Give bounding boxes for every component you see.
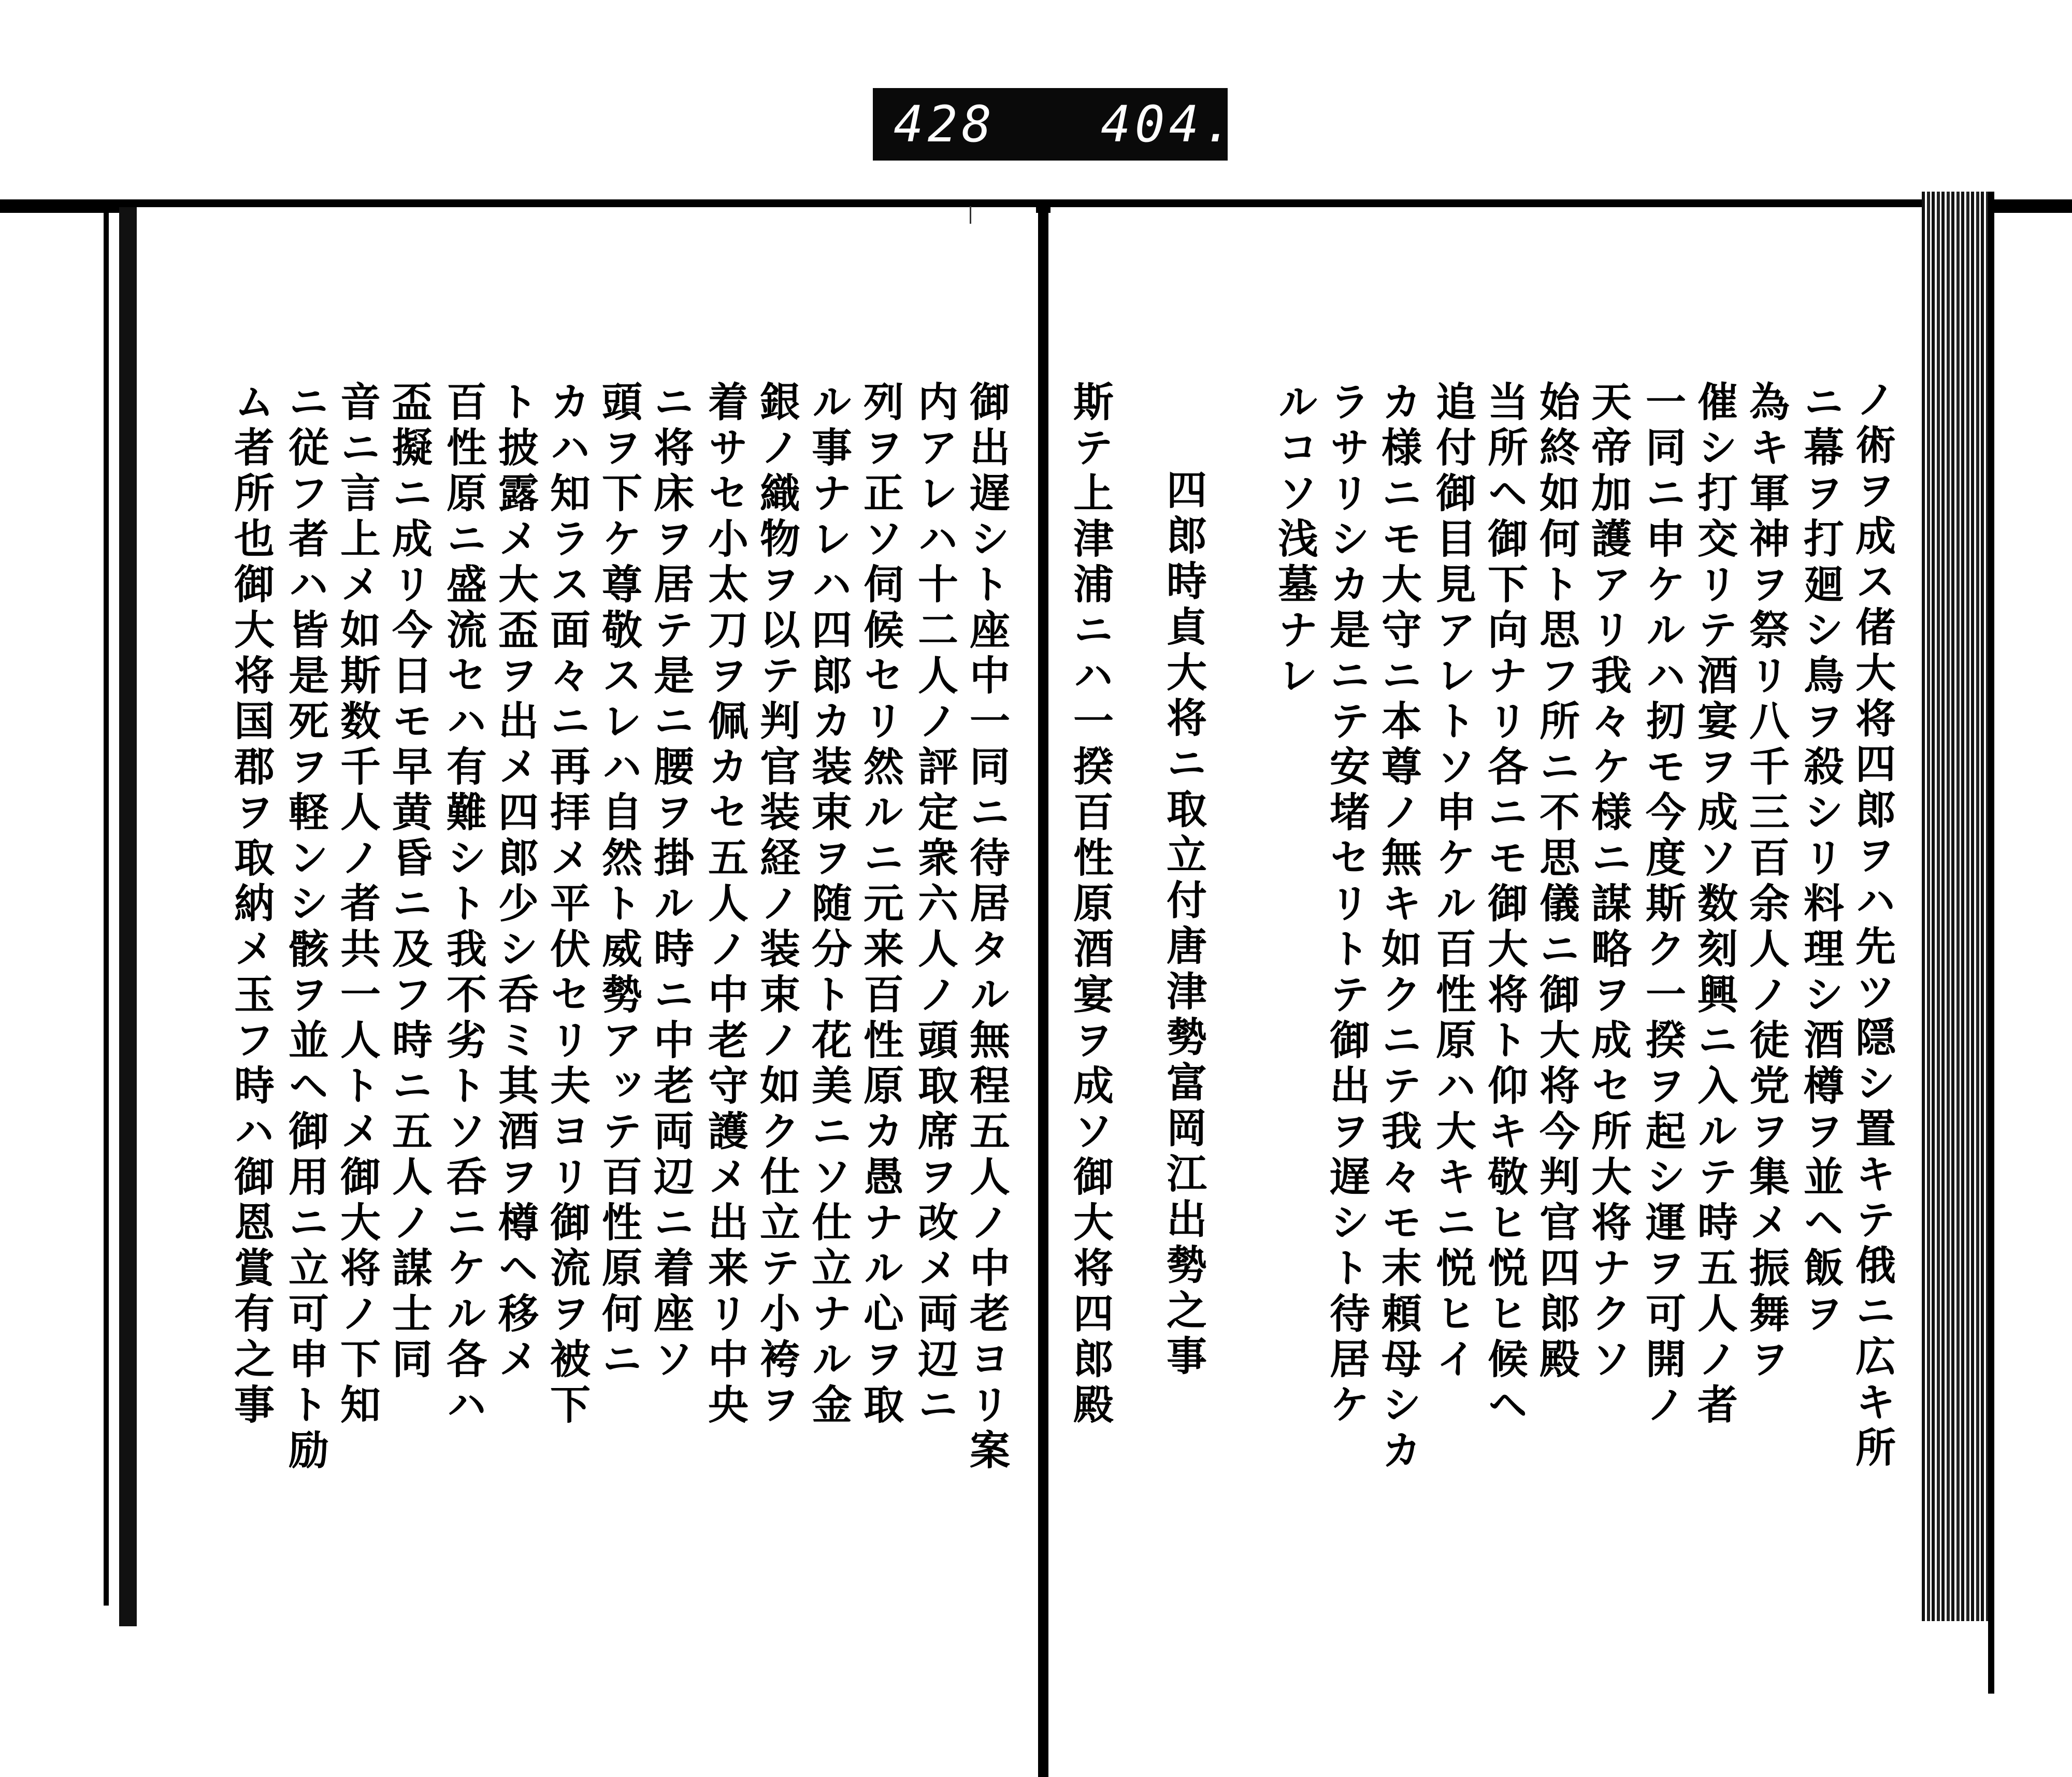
right-text-column: カ様ニモ大守ニ本尊ノ無キ如クニテ我々モ末頼母シカ	[1375, 381, 1422, 1475]
right-text-column: ルコソ浅墓ナレ	[1271, 381, 1318, 700]
left-text-column: 盃擬ニ成リ今日モ早黄昏ニ及フ時ニ五人ノ謀士同	[385, 381, 433, 1383]
right-text-column: 為キ軍神ヲ祭リ八千三百余人ノ徒党ヲ集メ振舞ヲ	[1743, 381, 1790, 1383]
left-text-column: 音ニ言上メ如斯数千人ノ者共一人トメ御大将ノ下知	[334, 381, 381, 1429]
book-spine	[1038, 199, 1048, 1777]
left-text-column: 銀ノ織物ヲ以テ判官装経ノ装束ノ如ク仕立テ小袴ヲ	[753, 381, 800, 1429]
book-right-edge	[1988, 192, 1994, 1694]
page-mark	[970, 206, 971, 224]
left-text-column: 列ヲ正ソ伺候セリ然ルニ元来百性原カ愚ナル心ヲ取	[857, 381, 904, 1429]
right-text-column: ラサリシカ是ニテ安堵セリトテ御出ヲ遅シト待居ケ	[1323, 381, 1370, 1429]
right-text-column: 天帝加護アリ我々ケ様ニ謀略ヲ成セ所大将ナクソ	[1585, 381, 1632, 1383]
left-text-column: ム者所也御大将国郡ヲ取納メ玉フ時ハ御恩賞有之事	[227, 381, 275, 1429]
right-text-column: 斯テ上津浦ニハ一揆百性原酒宴ヲ成ソ御大将四郎殿	[1067, 381, 1114, 1429]
left-text-column: 御出遅シト座中一同ニ待居タル無程五人ノ中老ヨリ案	[963, 381, 1010, 1475]
right-text-column: 催シ打交リテ酒宴ヲ成ソ数刻興ニ入ルテ時五人ノ者	[1691, 381, 1738, 1429]
right-text-column: 当所ヘ御下向ナリ各ニモ御大将ト仰キ敬ヒ悦ヒ候ヘ	[1481, 381, 1528, 1429]
left-text-column: ニ将床ヲ居テ是ニ腰ヲ掛ル時ニ中老両辺ニ着座ソ	[647, 381, 694, 1383]
chapter-heading: 四郎時貞大将ニ取立付唐津勢富岡江出勢之事	[1160, 469, 1207, 1380]
left-text-column: ト披露メ大盃ヲ出メ四郎少シ呑ミ其酒ヲ樽ヘ移メ	[492, 381, 539, 1383]
left-text-column: カハ知ラス面々ニ再拝メ平伏セリ夫ヨリ御流ヲ被下	[543, 381, 591, 1429]
right-text-column: 追付御目見アレトソ申ケル百性原ハ大キニ悦ヒイ	[1429, 381, 1476, 1383]
left-text-column: 内アレハ十二人ノ評定衆六人ノ頭取席ヲ改メ両辺ニ	[911, 381, 958, 1429]
left-text-column: 頭ヲ下ケ尊敬スレハ自然ト威勢アッテ百性原何ニ	[595, 381, 642, 1383]
frame-counter	[873, 88, 1238, 161]
page-stack-edge	[1922, 192, 1992, 1621]
book-left-edge	[104, 207, 109, 1606]
counter-left: 428	[894, 95, 996, 153]
left-text-column: ニ従フ者ハ皆是死ヲ軽ンシ骸ヲ並ヘ御用ニ立可申ト励	[282, 381, 329, 1475]
left-text-column: ル事ナレハ四郎カ装束ヲ随分ト花美ニソ仕立ナル金	[805, 381, 852, 1429]
right-text-column: ニ幕ヲ打廻シ鳥ヲ殺シリ料理シ酒樽ヲ並ヘ飯ヲ	[1797, 381, 1844, 1338]
left-text-column: 着サセ小太刀ヲ佩カセ五人ノ中老守護メ出来リ中央	[701, 381, 749, 1429]
right-text-column: ノ術ヲ成ス偖大将四郎ヲハ先ツ隠シ置キテ俄ニ広キ所	[1849, 378, 1896, 1472]
right-text-column: 始終如何ト思フ所ニ不思儀ニ御大将今判官四郎殿	[1533, 381, 1580, 1383]
left-text-column: 百性原ニ盛流セハ有難シト我不劣トソ呑ニケル各ハ	[440, 381, 487, 1429]
counter-right: 404.	[1101, 95, 1238, 153]
right-text-column: 一同ニ申ケルハ扨モ今度斯ク一揆ヲ起シ運ヲ可開ノ	[1639, 381, 1686, 1429]
